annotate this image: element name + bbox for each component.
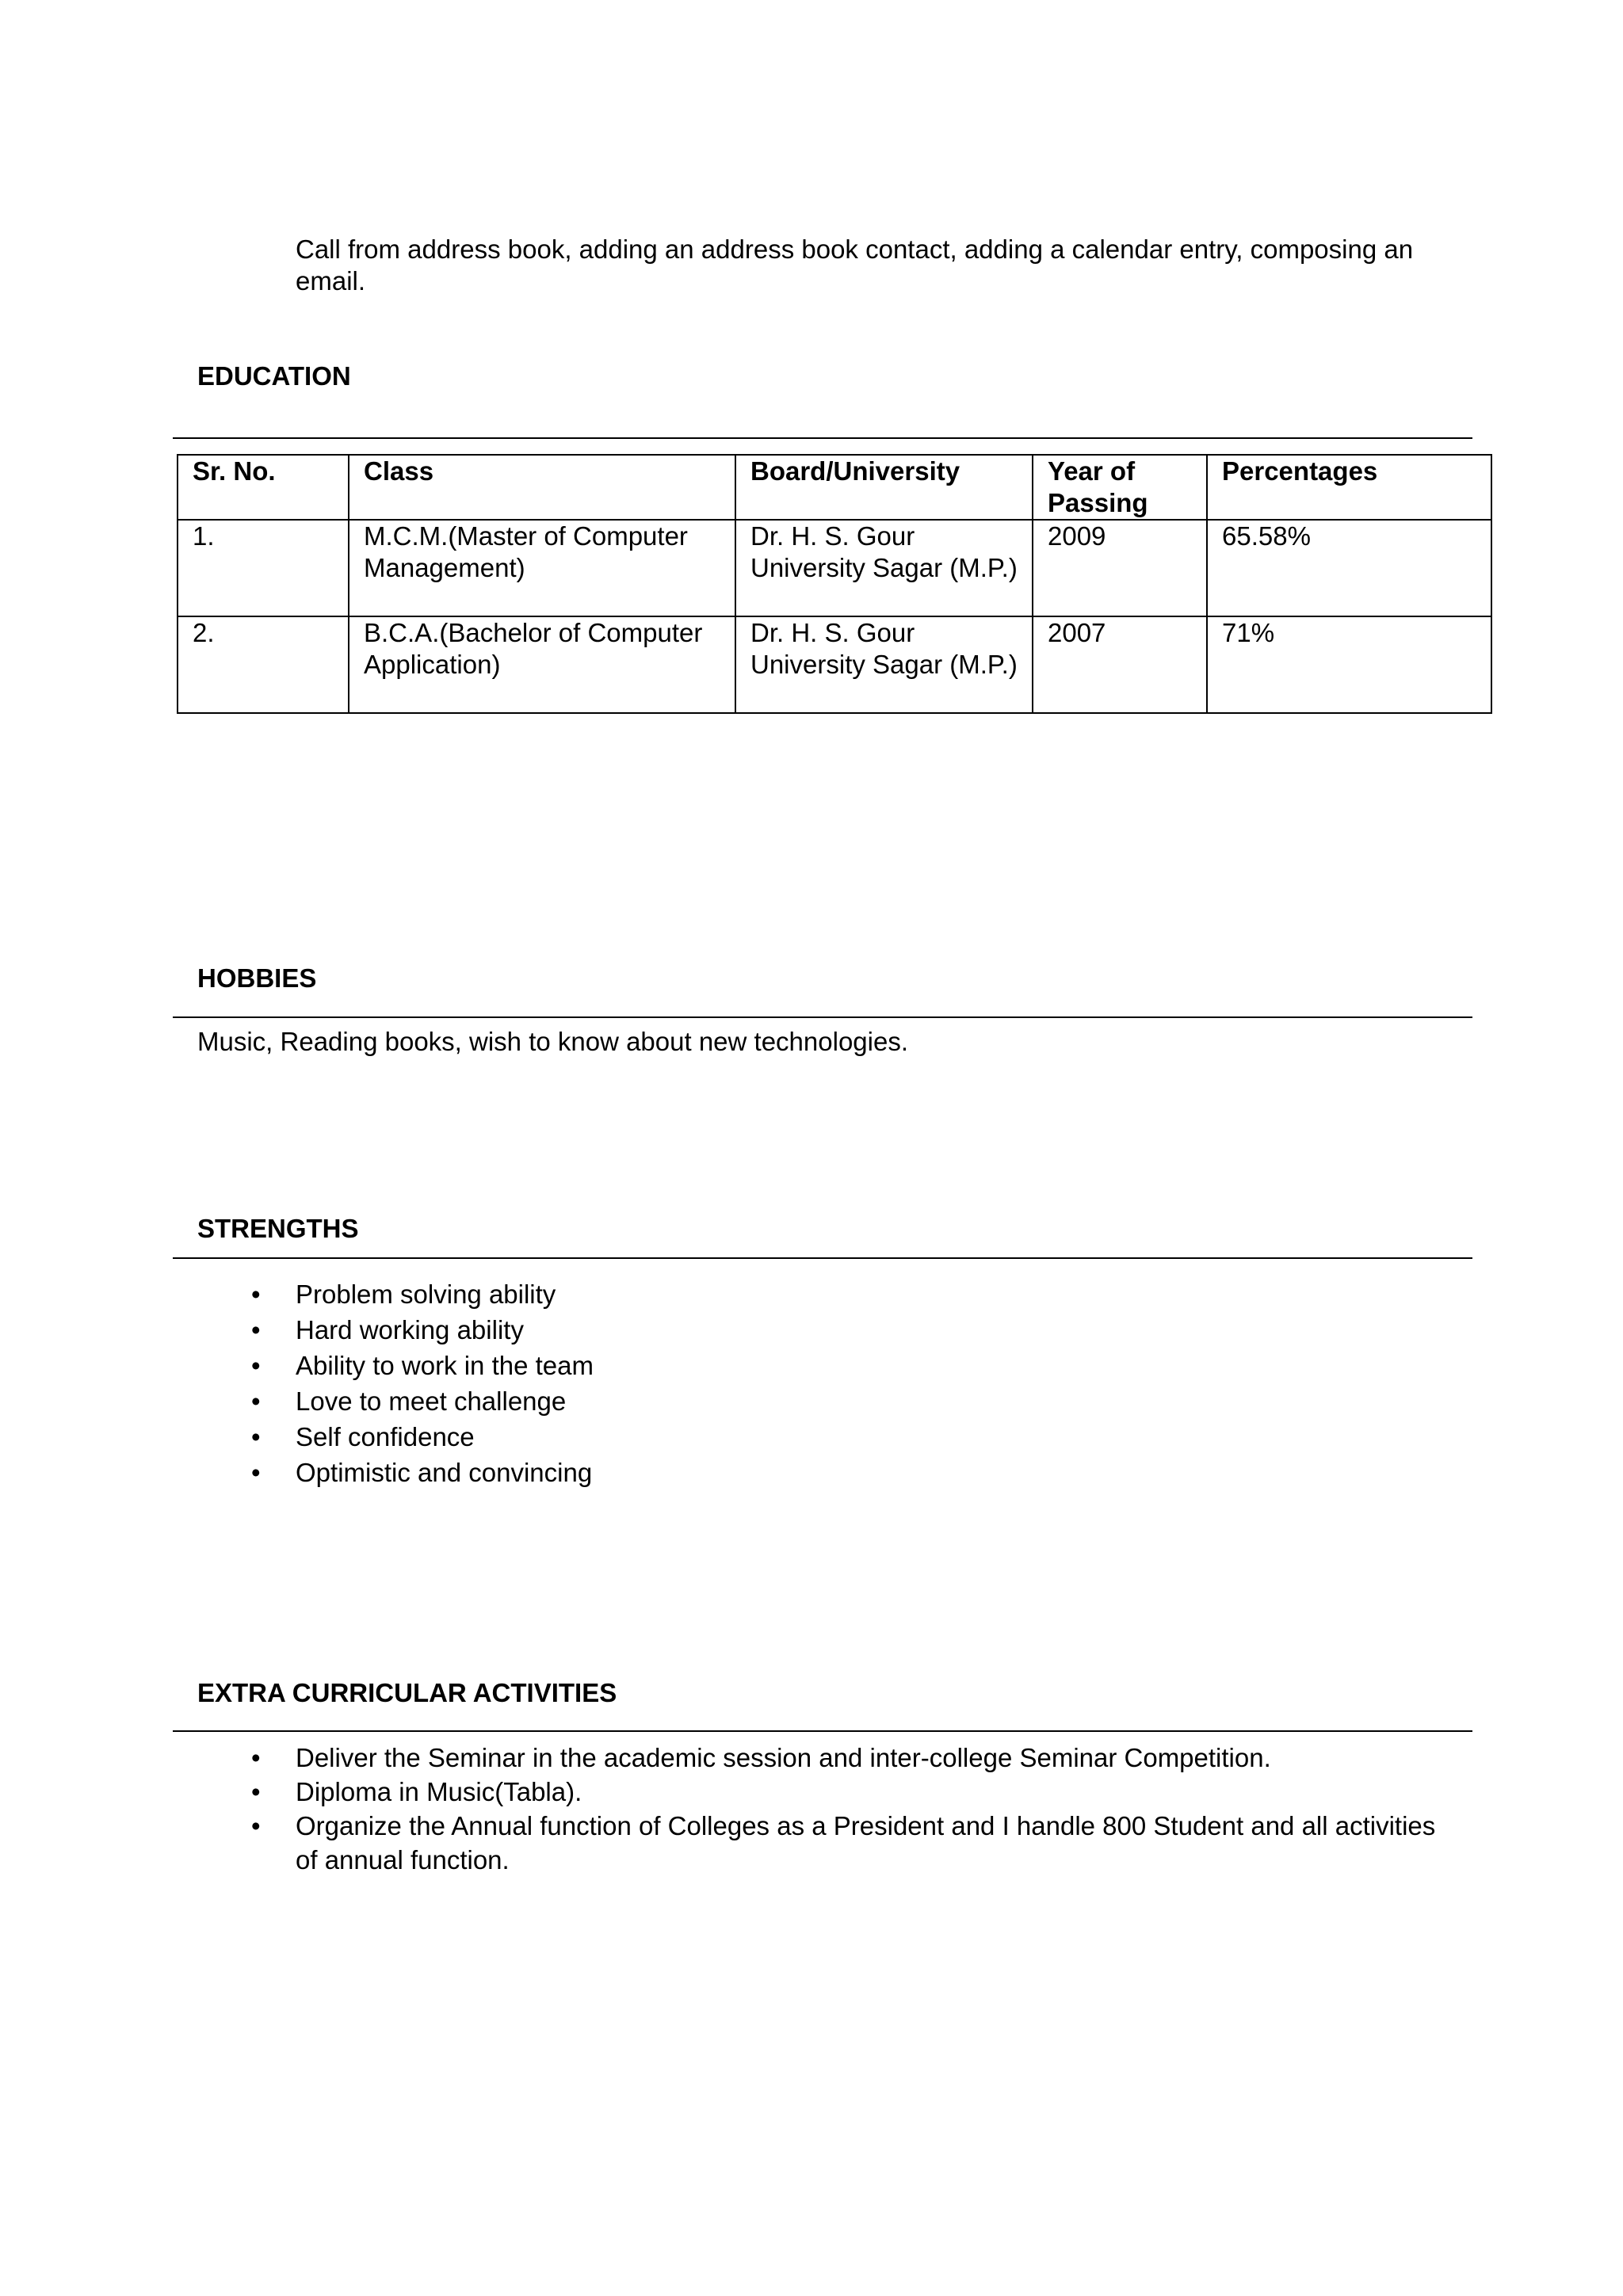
table-header-row	[178, 455, 1491, 520]
strength-text: Love to meet challenge	[296, 1386, 567, 1416]
extra-curricular-divider	[173, 1730, 1472, 1732]
extra-curricular-list	[251, 1741, 1437, 1877]
activity-text: Diploma in Music(Tabla).	[296, 1777, 582, 1806]
list-item	[251, 1809, 1437, 1877]
list-item	[251, 1312, 1437, 1348]
cell-year-of-passing: 2007	[1033, 616, 1207, 713]
hobbies-divider	[173, 1016, 1472, 1018]
list-item	[251, 1741, 1437, 1775]
strength-text: Hard working ability	[296, 1315, 524, 1344]
hobbies-heading: HOBBIES	[197, 963, 317, 993]
cell-percentage: 65.58%	[1207, 520, 1491, 616]
education-heading: EDUCATION	[197, 361, 351, 391]
column-header-year-of-passing: Year of Passing	[1033, 455, 1207, 520]
list-item	[251, 1775, 1437, 1809]
bullet-icon: •	[251, 1811, 261, 1840]
column-header-sr-no: Sr. No.	[178, 455, 349, 520]
education-table	[177, 454, 1492, 714]
bullet-icon: •	[251, 1743, 261, 1772]
intro-paragraph: Call from address book, adding an address book contact, adding a calendar entry, composing an email.	[296, 235, 1414, 296]
bullet-icon: •	[251, 1458, 261, 1487]
column-header-percentages: Percentages	[1207, 455, 1491, 520]
strengths-divider	[173, 1257, 1472, 1259]
table-row	[178, 520, 1491, 616]
cell-board-university: Dr. H. S. Gour University Sagar (M.P.)	[735, 520, 1033, 616]
strength-text: Optimistic and convincing	[296, 1458, 593, 1487]
list-item	[251, 1455, 1437, 1490]
bullet-icon: •	[251, 1386, 261, 1416]
column-header-board-university: Board/University	[735, 455, 1033, 520]
activity-text: Deliver the Seminar in the academic session and inter-college Seminar Competition.	[296, 1743, 1271, 1772]
bullet-icon: •	[251, 1351, 261, 1380]
list-item	[251, 1276, 1437, 1312]
list-item	[251, 1348, 1437, 1383]
cell-sr-no: 2.	[178, 616, 349, 713]
strengths-heading: STRENGTHS	[197, 1214, 359, 1243]
cell-class: M.C.M.(Master of Computer Management)	[349, 520, 735, 616]
cell-percentage: 71%	[1207, 616, 1491, 713]
cell-sr-no: 1.	[178, 520, 349, 616]
strength-text: Problem solving ability	[296, 1280, 556, 1309]
strength-text: Self confidence	[296, 1422, 475, 1451]
bullet-icon: •	[251, 1315, 261, 1344]
cell-year-of-passing: 2009	[1033, 520, 1207, 616]
strength-text: Ability to work in the team	[296, 1351, 594, 1380]
bullet-icon: •	[251, 1777, 261, 1806]
strengths-list	[251, 1276, 1437, 1490]
list-item	[251, 1383, 1437, 1419]
cell-class: B.C.A.(Bachelor of Computer Application)	[349, 616, 735, 713]
bullet-icon: •	[251, 1422, 261, 1451]
hobbies-text: Music, Reading books, wish to know about new technologies.	[197, 1027, 909, 1056]
column-header-class: Class	[349, 455, 735, 520]
extra-curricular-heading: EXTRA CURRICULAR ACTIVITIES	[197, 1678, 617, 1707]
bullet-icon: •	[251, 1280, 261, 1309]
table-row	[178, 616, 1491, 713]
cell-board-university: Dr. H. S. Gour University Sagar (M.P.)	[735, 616, 1033, 713]
education-divider	[173, 437, 1472, 439]
activity-text: Organize the Annual function of Colleges as a President and I handle 800 Student and all activities of annual function.	[296, 1811, 1436, 1875]
list-item	[251, 1419, 1437, 1455]
